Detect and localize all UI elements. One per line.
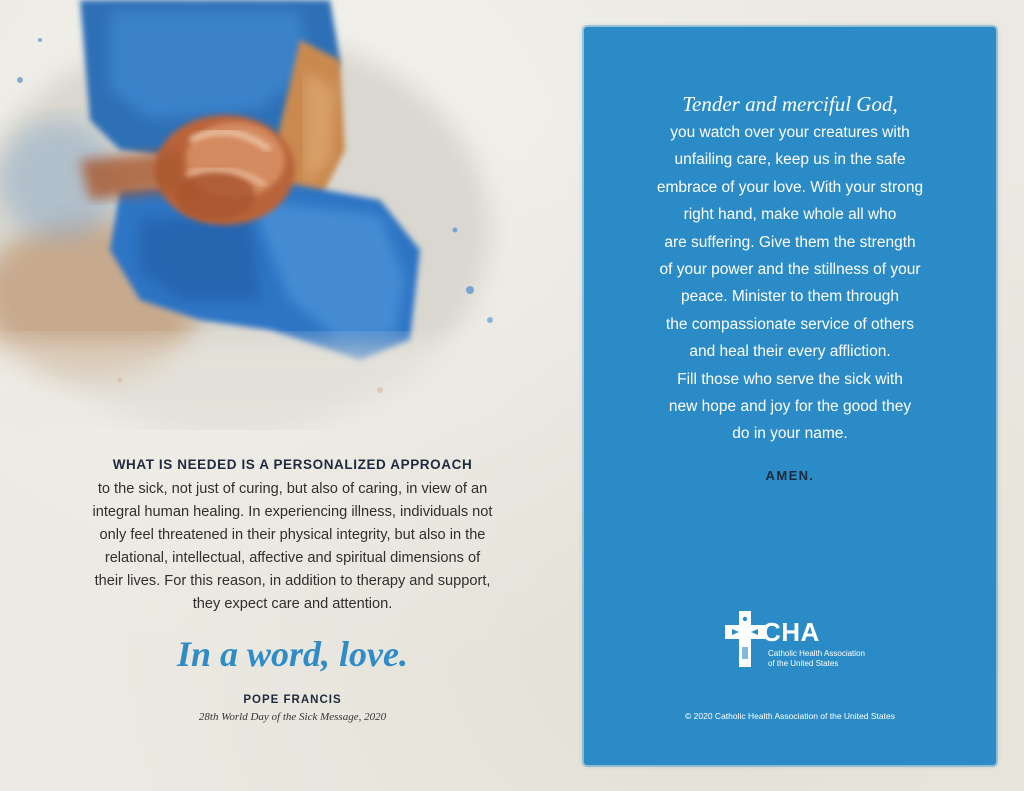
quote-heading: WHAT IS NEEDED IS A PERSONALIZED APPROACH: [112, 457, 473, 472]
prayer-line: and heal their every affliction.: [689, 343, 891, 361]
prayer-line: you watch over your creatures with: [670, 124, 910, 141]
quote-line: relational, intellectual, affective and spiritual dimensions of: [104, 550, 481, 566]
prayer-line: do in your name.: [732, 425, 848, 443]
copyright-notice: © 2020 Catholic Health Association of the United States: [685, 711, 895, 721]
prayer-line: Fill those who serve the sick with: [677, 370, 903, 388]
tagline: In a word, love.: [176, 634, 408, 674]
prayer-line: of your power and the stillness of your: [659, 261, 921, 279]
quote-line: integral human healing. In experiencing illness, individuals not: [92, 504, 493, 520]
logo-name-line: of the United States: [768, 659, 839, 668]
quote-line: only feel threatened in their physical integrity, but also in the: [99, 527, 486, 543]
quote-block: [30, 452, 555, 723]
logo-full-name: [768, 649, 878, 669]
hands-illustration: [0, 0, 520, 430]
prayer-opening: Tender and merciful God,: [682, 92, 898, 116]
logo-name-line: Catholic Health Association: [768, 649, 865, 658]
prayer-line: right hand, make whole all who: [683, 206, 897, 224]
quote-body: [30, 478, 555, 616]
prayer-line: embrace of your love. With your strong: [656, 178, 924, 196]
prayer-closing: AMEN.: [765, 467, 815, 483]
prayer-line: unfailing care, keep us in the safe: [674, 151, 906, 169]
cha-logo: [722, 609, 872, 669]
prayer-line: the compassionate service of others: [665, 315, 915, 333]
prayer-panel: [584, 27, 996, 765]
prayer-body: [584, 119, 996, 448]
prayer-line: new hope and joy for the good they: [668, 398, 912, 416]
quote-line: they expect care and attention.: [192, 596, 393, 612]
prayer-line: are suffering. Give them the strength: [664, 233, 916, 251]
quote-line: their lives. For this reason, in addition to therapy and support,: [94, 573, 491, 589]
quote-source: 28th World Day of the Sick Message, 2020: [198, 711, 387, 723]
quote-author: POPE FRANCIS: [243, 694, 342, 706]
prayer-line: peace. Minister to them through: [681, 288, 899, 306]
quote-line: to the sick, not just of curing, but also of caring, in view of an: [97, 481, 488, 497]
prayer-text: [584, 89, 996, 483]
logo-abbreviation: CHA: [762, 617, 820, 647]
